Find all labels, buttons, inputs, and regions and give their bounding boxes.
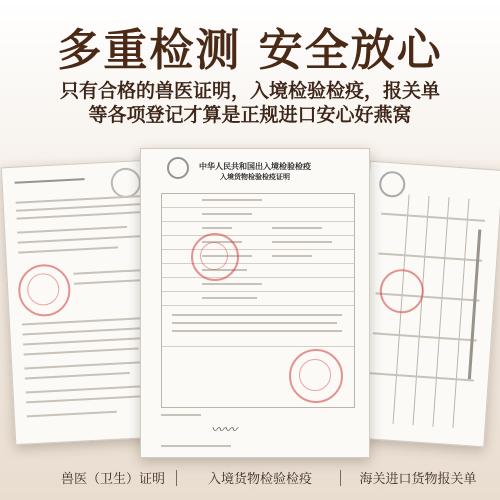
certificate-title: 中华人民共和国出入境检验检疫 (199, 162, 311, 171)
caption-entry-inspection: 入境货物检验检疫 (207, 472, 312, 487)
emblem-icon (110, 167, 142, 199)
caption-customs-declaration: 海关进口货物报关单 (359, 472, 477, 487)
red-stamp-icon (378, 268, 425, 315)
headline: 多重检测 安全放心 (57, 25, 443, 76)
red-stamp-icon (191, 233, 239, 281)
subheadline-line-2: 等各项登记才算是正规进口安心好燕窝 (88, 104, 412, 126)
red-seal-icon (289, 349, 343, 403)
emblem-icon (378, 170, 406, 198)
caption-divider (176, 470, 177, 486)
certificate-subtitle: 入境货物检验检疫证明 (220, 173, 290, 181)
caption-veterinary-certificate: 兽医（卫生）证明 (60, 472, 165, 487)
customs-declaration-image (350, 161, 500, 448)
inspection-certificate-image (140, 148, 370, 458)
red-stamp-icon (17, 263, 72, 318)
signature-icon: 〰〰 (211, 423, 238, 438)
subheadline-line-1: 只有合格的兽医证明，入境检验检疫，报关单 (59, 80, 440, 102)
